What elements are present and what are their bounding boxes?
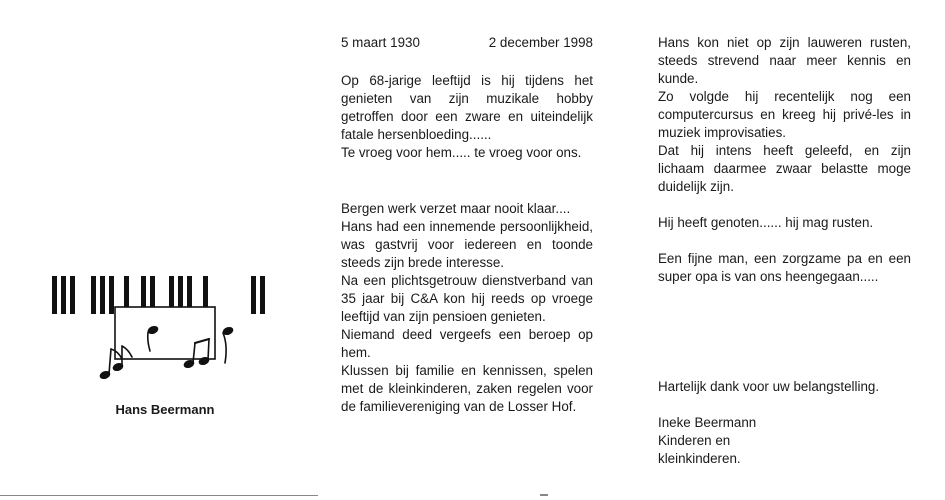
right-paragraph-1: Hans kon niet op zijn lauweren rusten, steeds strevend naar meer kennis en kunde. bbox=[658, 35, 911, 86]
right-paragraph-3: Dat hij intens heeft geleefd, en zijn lichaam daarmee zwaar belastte moge duidelijk zijn. bbox=[658, 143, 911, 194]
bio-line-5: Klussen bij familie en kennissen, spelen met de kleinkinderen, zaken regelen voor de familievereniging van de Losser Hof. bbox=[341, 363, 593, 414]
thanks-line: Hartelijk dank voor uw belangstelling. bbox=[658, 379, 880, 394]
signature-line-2: Kinderen en bbox=[658, 433, 731, 448]
right-paragraph-2: Zo volgde hij recentelijk nog een computercursus en kreeg hij privé-les in muziek improvisaties. bbox=[658, 89, 911, 140]
scan-edge-line bbox=[0, 495, 318, 496]
bio-line-4: Niemand deed vergeefs een beroep op hem. bbox=[341, 327, 593, 360]
intro-paragraph-2: Te vroeg voor hem..... te vroeg voor ons. bbox=[341, 145, 582, 160]
tribute-line: Een fijne man, een zorgzame pa en een super opa is van ons heengegaan..... bbox=[658, 251, 911, 284]
intro-paragraph-1: Op 68-jarige leeftijd is hij tijdens het genieten van zijn muzikale hobby getroffen door een zware en uiteindelijk fatale hersenbloeding...... bbox=[341, 73, 593, 142]
piano-music-notes-icon bbox=[52, 271, 268, 383]
bio-line-1: Bergen werk verzet maar nooit klaar.... bbox=[341, 201, 571, 216]
bio-line-2: Hans had een innemende persoonlijkheid, was gastvrij voor iedereen en toonde steeds zijn brede interesse. bbox=[341, 219, 593, 270]
birth-date: 5 maart 1930 bbox=[341, 35, 420, 50]
middle-column bbox=[341, 34, 593, 416]
life-dates bbox=[341, 34, 593, 52]
signature-line-3: kleinkinderen. bbox=[658, 451, 741, 466]
death-date: 2 december 1998 bbox=[488, 35, 593, 50]
rest-line: Hij heeft genoten...... hij mag rusten. bbox=[658, 215, 874, 230]
signature-line-1: Ineke Beermann bbox=[658, 415, 757, 430]
right-column bbox=[658, 34, 911, 468]
scan-edge-mark bbox=[540, 494, 548, 496]
bio-line-3: Na een plichtsgetrouw dienstverband van 35 jaar bij C&A kon hij reeds op vroege leeftijd van zijn pensioen genieten. bbox=[341, 273, 593, 324]
deceased-name-caption: Hans Beermann bbox=[115, 402, 215, 417]
